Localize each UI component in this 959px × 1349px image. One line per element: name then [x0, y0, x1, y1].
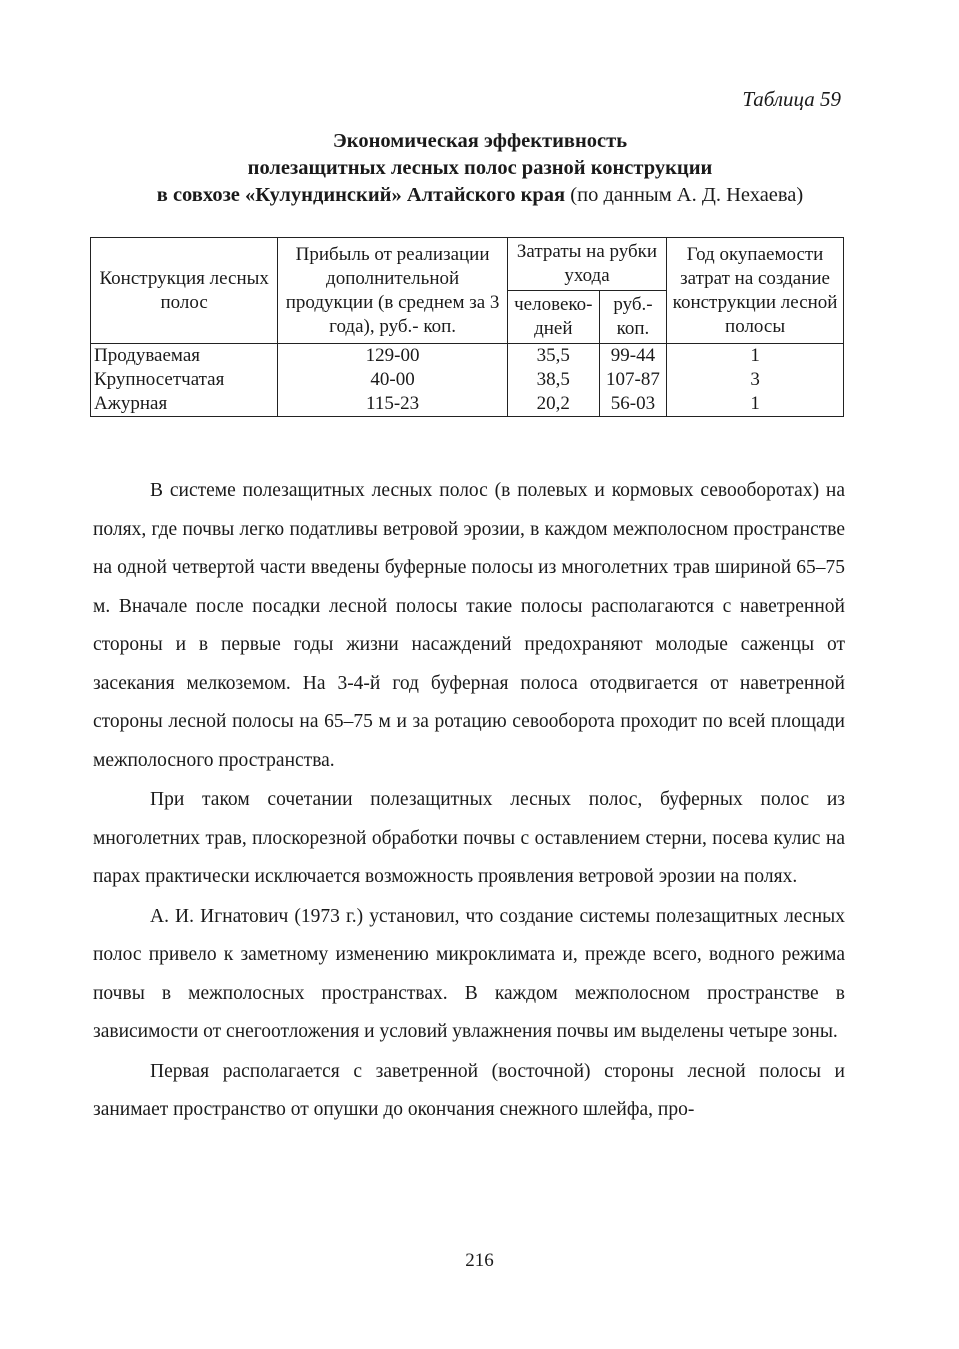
row-year: 1	[667, 344, 844, 369]
row-days: 20,2	[507, 392, 599, 417]
row-days: 38,5	[507, 368, 599, 392]
paragraph: А. И. Игнатович (1973 г.) установил, что создание системы полезащитных лесных полос привело к заметному изменению микроклимата и, прежде всего, водного режима почвы в межполосных пространствах. В каждом межполосном пространстве в зависимости от снегоотложения и условий увлажнения почвы им выделены четыре зоны.	[93, 905, 845, 1042]
table-row	[91, 368, 844, 392]
row-year: 1	[667, 392, 844, 417]
table-label: Таблица 59	[742, 87, 841, 111]
row-name: Продуваемая	[91, 344, 278, 369]
efficiency-table	[90, 237, 844, 417]
table-row	[91, 392, 844, 417]
row-days: 35,5	[507, 344, 599, 369]
title-line-1: Экономическая эффективность	[332, 130, 628, 152]
row-profit: 129-00	[278, 344, 507, 369]
header-costs-rub: руб.- коп.	[599, 291, 666, 344]
header-costs: Затраты на рубки ухода	[507, 238, 666, 291]
page-number: 216	[465, 1250, 494, 1271]
row-profit: 115-23	[278, 392, 507, 417]
row-rub: 99-44	[599, 344, 666, 369]
table-title	[90, 128, 870, 209]
header-construction: Конструкция лесных полос	[91, 238, 278, 344]
row-year: 3	[667, 368, 844, 392]
row-name: Ажурная	[91, 392, 278, 417]
body-text	[93, 472, 845, 1131]
paragraph: В системе полезащитных лесных полос (в полевых и кормовых севооборотах) на полях, где почвы легко податливы ветровой эрозии, в каждом межполосном пространстве на одной четвертой части введены буферные полосы из многолетних трав шириной 65–75 м. Вначале после посадки лесной полосы такие полосы располагаются с наветренной стороны и в первые годы жизни насаждений предохраняют молодые саженцы от засекания мелкоземом. На 3-4-й год буферная полоса отодвигается от наветренной стороны лесной полосы на 65–75 м и за ротацию севооборота проходит по всей площади межполосного пространства.	[93, 480, 845, 771]
row-name: Крупносетчатая	[91, 368, 278, 392]
header-costs-days: человеко-дней	[507, 291, 599, 344]
row-profit: 40-00	[278, 368, 507, 392]
row-rub: 107-87	[599, 368, 666, 392]
title-line-3-source: (по данным А. Д. Нехаева)	[570, 184, 804, 206]
title-line-3-bold: в совхозе «Кулундинский» Алтайского края	[156, 184, 566, 206]
row-rub: 56-03	[599, 392, 666, 417]
header-profit: Прибыль от реализации дополнительной продукции (в среднем за 3 года), руб.- коп.	[278, 238, 507, 344]
title-line-3	[90, 182, 870, 209]
title-line-2: полезащитных лесных полос разной конструкции	[247, 157, 713, 179]
paragraph: При таком сочетании полезащитных лесных полос, буферных полос из многолетних трав, плоскорезной обработки почвы с оставлением стерни, посева кулис на парах практически исключается возможность проявления ветровой эрозии на полях.	[93, 789, 845, 887]
paragraph: Первая располагается с заветренной (восточной) стороны лесной полосы и занимает пространство от опушки до окончания снежного шлейфа, про-	[93, 1060, 845, 1120]
table-row	[91, 344, 844, 369]
header-payback: Год окупаемости затрат на создание конструкции лесной полосы	[667, 238, 844, 344]
